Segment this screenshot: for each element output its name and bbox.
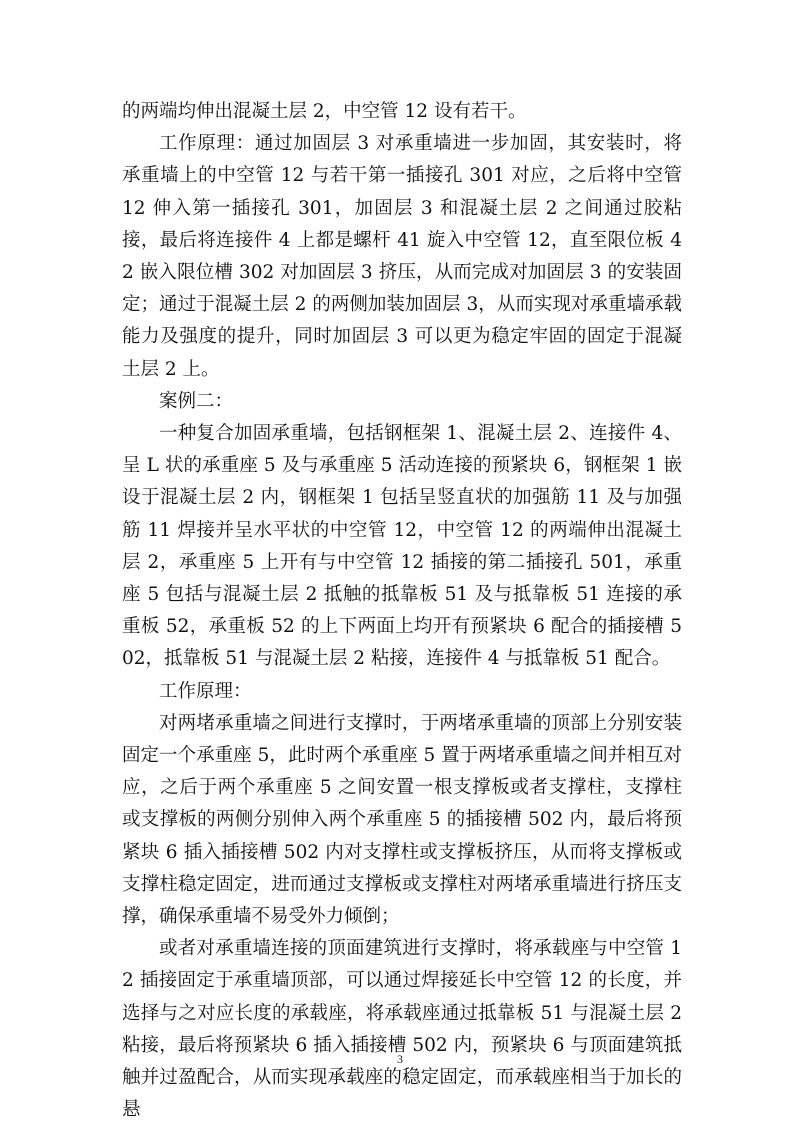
heading-case-two: 案例二： (159, 390, 234, 412)
paragraph-support-top-building: 或者对承重墙连接的顶面建筑进行支撑时，将承载座与中空管 12 插接固定于承重墙顶部，可以通过焊接延长中空管 12 的长度，并选择与之对应长度的承载座，将承载座通过抵靠板 51 与混凝土层 2 粘接，最后将预紧块 6 插入插接槽 502 内，预紧块 6 与顶面建筑抵触并过盈配合，从而实现承载座的稳定固定，而承载座相当于加长的悬 (122, 938, 682, 1121)
paragraph-case-two-description: 一种复合加固承重墙，包括钢框架 1、混凝土层 2、连接件 4、呈 L 状的承重座 5 及与承重座 5 活动连接的预紧块 6，钢框架 1 嵌设于混凝土层 2 内，钢框架 1 包括呈竖直状的加强筋 11 及与加强筋 11 焊接并呈水平状的中空管 12，中空管 12 的两端伸出混凝土层 2，承重座 5 上开有与中空管 12 插接的第二插接孔 501，承重座 5 包括与混凝土层 2 抵触的抵靠板 51 及与抵靠板 51 连接的承重板 52，承重板 52 的上下两面上均开有预紧块 6 配合的插接槽 502，抵靠板 51 与混凝土层 2 粘接，连接件 4 与抵靠板 51 配合。 (122, 423, 682, 670)
page-number: 3 (397, 1052, 403, 1066)
body-text (122, 96, 682, 1127)
paragraph-working-principle-1: 工作原理：通过加固层 3 对承重墙进一步加固，其安装时，将承重墙上的中空管 12 与若干第一插接孔 301 对应，之后将中空管 12 伸入第一插接孔 301，加固层 3 和混凝土层 2 之间通过胶粘接，最后将连接件 4 上都是螺杆 41 旋入中空管 12，直至限位板 42 嵌入限位槽 302 对加固层 3 挤压，从而完成对加固层 3 的安装固定；通过于混凝土层 2 的两侧加装加固层 3，从而实现对承重墙承载能力及强度的提升，同时加固层 3 可以更为稳定牢固的固定于混凝土层 2 上。 (122, 133, 682, 380)
paragraph-continuation: 的两端均伸出混凝土层 2，中空管 12 设有若干。 (122, 101, 527, 122)
paragraph-support-between-walls: 对两堵承重墙之间进行支撑时，于两堵承重墙的顶部上分别安装固定一个承重座 5，此时两个承重座 5 置于两堵承重墙之间并相互对应，之后于两个承重座 5 之间安置一根支撑板或者支撑柱，支撑柱或支撑板的两侧分别伸入两个承重座 5 的插接槽 502 内，最后将预紧块 6 插入插接槽 502 内对支撑柱或支撑板挤压，从而将支撑板或支撑柱稳定固定，进而通过支撑板或支撑柱对两堵承重墙进行挤压支撑，确保承重墙不易受外力倾倒； (122, 712, 682, 928)
heading-working-principle-2: 工作原理： (159, 680, 252, 702)
